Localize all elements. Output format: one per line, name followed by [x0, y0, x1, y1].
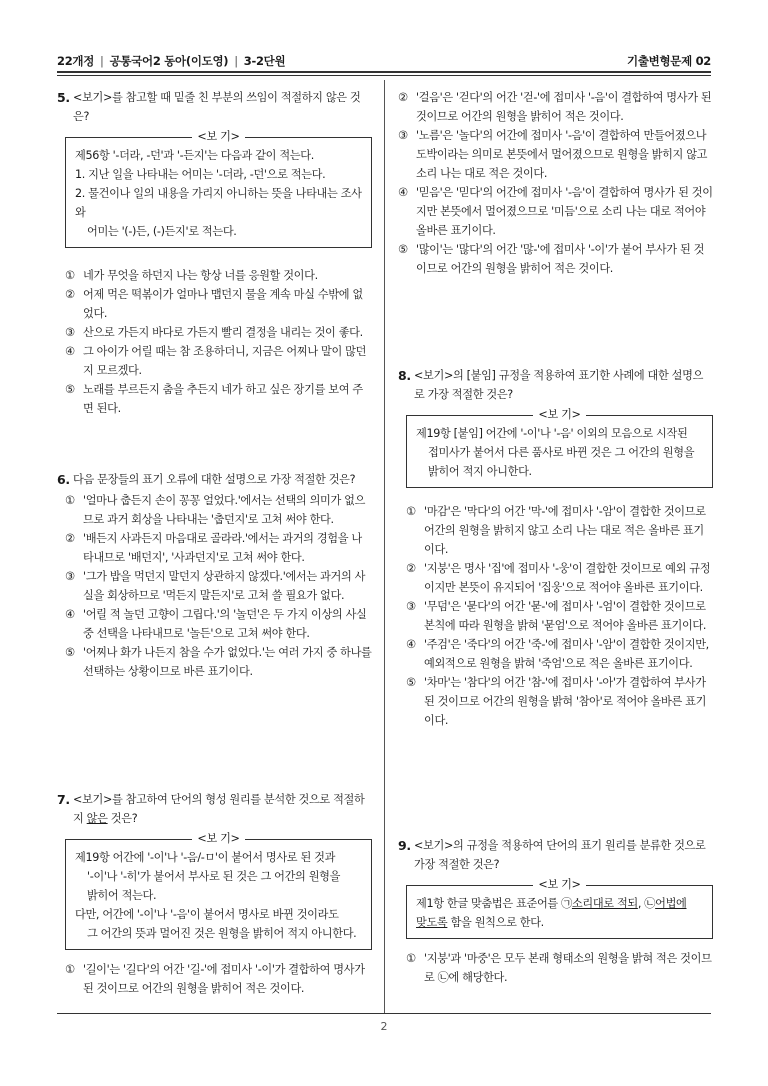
choice-item[interactable] — [65, 266, 372, 285]
choice-item[interactable] — [65, 529, 372, 567]
choice-number: ④ — [65, 608, 75, 621]
bogi-line: 어미는 '(-)든, (-)든지'로 적는다. — [87, 225, 237, 238]
choice-number: ① — [406, 505, 416, 518]
choice-text: '지붕'은 명사 '집'에 접미사 '-웅'이 결합한 것이므로 예외 규정이지만 본뜻이 유지되어 '집웅'으로 적어야 올바른 표기이다. — [424, 562, 711, 594]
choice-number: ② — [65, 288, 75, 301]
choice-item[interactable] — [65, 285, 372, 323]
bogi-line: 제56항 '-더라, -던'과 '-든지'는 다음과 같이 적는다. — [75, 149, 314, 162]
choice-number: ③ — [65, 570, 75, 583]
choice-item[interactable] — [65, 605, 372, 643]
question-text: 다음 문장들의 표기 오류에 대한 설명으로 가장 적절한 것은? — [73, 473, 356, 486]
choice-number: ⑤ — [65, 383, 75, 396]
question-stem — [57, 88, 372, 126]
bogi-title: <보 기> — [192, 130, 244, 143]
choice-list — [65, 266, 372, 418]
question-number: 8. — [398, 368, 411, 383]
choice-item[interactable] — [65, 960, 372, 998]
choice-number: ④ — [65, 345, 75, 358]
column-divider — [384, 80, 385, 1013]
choice-number: ② — [406, 562, 416, 575]
footer-rule — [57, 1013, 711, 1014]
choice-text: '길이'는 '길다'의 어간 '길-'에 접미사 '-이'가 결합하여 명사가 된 것이므로 어간의 원형을 밝히어 적은 것이다. — [83, 963, 365, 995]
choice-item[interactable] — [65, 491, 372, 529]
choice-number: ① — [65, 963, 75, 976]
choice-number: ③ — [406, 600, 416, 613]
choice-number: ⑤ — [398, 243, 408, 256]
bogi-box — [406, 878, 713, 939]
question-7 — [57, 790, 372, 998]
question-9 — [398, 836, 713, 987]
choice-text: 산으로 가든지 바다로 가든지 빨리 결정을 내리는 것이 좋다. — [83, 326, 363, 339]
choice-item[interactable] — [65, 380, 372, 418]
choice-item[interactable] — [406, 502, 713, 559]
header-unit: 3-2단원 — [243, 54, 286, 68]
bogi-line: '-이'나 '-히'가 붙어서 부사로 된 것은 그 어간의 원형을 — [87, 870, 341, 883]
choice-text: '얼마나 춥든지 손이 꽁꽁 얼었다.'에서는 선택의 의미가 없으므로 과거 회상을 나타내는 '춥던지'로 고쳐 써야 한다. — [83, 494, 366, 526]
choice-text: 노래를 부르든지 춤을 추든지 네가 하고 싶은 장기를 보여 주면 된다. — [83, 383, 363, 415]
question-5 — [57, 88, 372, 418]
header-curriculum: 22개정 — [57, 54, 95, 68]
header-rule-thin — [57, 75, 711, 76]
choice-text: '어릴 적 놀던 고향이 그립다.'의 '놀던'은 두 가지 이상의 사실 중 선택을 나타내므로 '놀든'으로 고쳐 써야 한다. — [83, 608, 367, 640]
choice-item[interactable] — [65, 643, 372, 681]
bogi-line: 그 어간의 뜻과 멀어진 것은 원형을 밝히어 적지 아니한다. — [87, 927, 357, 940]
bogi-title: <보 기> — [533, 408, 585, 421]
choice-list — [406, 949, 713, 987]
choice-text: '주검'은 '죽다'의 어간 '죽-'에 접미사 '-암'이 결합한 것이지만, 예외적으로 원형을 밝혀 '죽엄'으로 적은 올바른 표기이다. — [424, 638, 709, 670]
bogi-box — [406, 408, 713, 488]
bogi-line: 제19항 [붙임] 어간에 '-이'나 '-음' 이외의 모음으로 시작된 — [416, 427, 688, 440]
bogi-title: <보 기> — [533, 878, 585, 891]
header-rule — [57, 71, 711, 73]
choice-number: ② — [65, 532, 75, 545]
choice-number: ① — [65, 494, 75, 507]
choice-list — [65, 960, 372, 998]
choice-item[interactable] — [398, 183, 713, 240]
bogi-line: 다만, 어간에 '-이'나 '-음'이 붙어서 명사로 바뀐 것이라도 — [75, 908, 339, 921]
page-number: 2 — [380, 1020, 388, 1033]
choice-text: 어제 먹은 떡볶이가 얼마나 맵던지 물을 계속 마실 수밖에 없었다. — [83, 288, 363, 320]
choice-item[interactable] — [406, 673, 713, 730]
choice-text: '많이'는 '많다'의 어간 '많-'에 접미사 '-이'가 붙어 부사가 된 것이므로 어간의 원형을 밝히어 적은 것이다. — [416, 243, 705, 275]
choice-number: ② — [398, 91, 408, 104]
question-text: <보기>의 규정을 적용하여 단어의 표기 원리를 분류한 것으로 가장 적절한 것은? — [414, 839, 706, 871]
choice-text: '지붕'과 '마중'은 모두 본래 형태소의 원형을 밝혀 적은 것이므로 ㉡에 해당한다. — [424, 952, 712, 984]
question-stem — [398, 836, 713, 874]
choice-number: ⑤ — [65, 646, 75, 659]
bogi-line: 제19항 어간에 '-이'나 '-음/-ㅁ'이 붙어서 명사로 된 것과 — [75, 851, 336, 864]
question-8 — [398, 366, 713, 730]
choice-text: '믿음'은 '믿다'의 어간에 접미사 '-음'이 결합하여 명사가 된 것이지만 본뜻에서 멀어졌으므로 '미듬'으로 소리 나는 대로 적어야 올바른 표기이다. — [416, 186, 713, 237]
choice-list — [398, 88, 713, 278]
choice-text: '그가 밥을 먹던지 말던지 상관하지 않겠다.'에서는 과거의 사실을 회상하므로 '먹든지 말든지'로 고쳐 쓸 필요가 없다. — [83, 570, 366, 602]
bogi-line: 밝히어 적지 아니한다. — [428, 465, 532, 478]
choice-text: '노름'은 '놀다'의 어간에 접미사 '-음'이 결합하여 만들어졌으나 도박이라는 의미로 본뜻에서 멀어졌으므로 원형을 밝히지 않고 소리 나는 대로 적은 것이다. — [416, 129, 708, 180]
choice-number: ③ — [398, 129, 408, 142]
underlined-phrase-a: 소리대로 적되 — [571, 897, 638, 910]
bogi-line: 1. 지난 일을 나타내는 어미는 '-더라, -던'으로 적는다. — [75, 168, 326, 181]
page-header — [57, 50, 711, 70]
choice-number: ③ — [65, 326, 75, 339]
question-text: <보기>를 참고할 때 밑줄 친 부분의 쓰임이 적절하지 않은 것은? — [73, 91, 361, 123]
underlined-phrase-b-cont: 맞도록 — [416, 916, 448, 929]
underlined-phrase-b: 어법에 — [655, 897, 687, 910]
choice-text: '배든지 사과든지 마음대로 골라라.'에서는 과거의 경험을 나타내므로 '배던지', '사과던지'로 고쳐 써야 한다. — [83, 532, 362, 564]
bogi-line: 밝히어 적는다. — [87, 889, 157, 902]
header-course-info: 22개정 | 공통국어2 동아(이도영) | 3-2단원 — [57, 54, 286, 68]
question-6 — [57, 470, 372, 681]
question-stem — [57, 470, 372, 489]
choice-item[interactable] — [406, 559, 713, 597]
question-number: 5. — [57, 90, 70, 105]
choice-item[interactable] — [406, 949, 713, 987]
choice-number: ① — [65, 269, 75, 282]
question-stem — [398, 366, 713, 404]
choice-item[interactable] — [65, 567, 372, 605]
choice-text: '마감'은 '막다'의 어간 '막-'에 접미사 '-암'이 결합한 것이므로 어간의 원형을 밝히지 않고 소리 나는 대로 적은 올바른 표기이다. — [424, 505, 706, 556]
bogi-title: <보 기> — [192, 832, 244, 845]
choice-text: '차마'는 '참다'의 어간 '참-'에 접미사 '-아'가 결합하여 부사가 된 것이므로 어간의 원형을 밝혀 '참아'로 적어야 올바른 표기이다. — [424, 676, 707, 727]
question-number: 6. — [57, 472, 70, 487]
question-7-continued — [398, 88, 713, 278]
question-text: <보기>의 [붙임] 규정을 적용하여 표기한 사례에 대한 설명으로 가장 적절한 것은? — [414, 369, 704, 401]
choice-text: '무덤'은 '묻다'의 어간 '묻-'에 접미사 '-엄'이 결합한 것이므로 본칙에 따라 원형을 밝혀 '묻엄'으로 적어야 올바른 표기이다. — [424, 600, 707, 632]
bogi-box — [65, 832, 372, 950]
bogi-line: 접미사가 붙어서 다른 품사로 바뀐 것은 그 어간의 원형을 — [428, 446, 695, 459]
choice-item[interactable] — [398, 240, 713, 278]
bogi-box — [65, 130, 372, 248]
bogi-line: 맞도록 함을 원칙으로 한다. — [416, 916, 544, 929]
choice-number: ④ — [406, 638, 416, 651]
choice-number: ⑤ — [406, 676, 416, 689]
choice-list — [65, 491, 372, 681]
choice-text: 네가 무엇을 하던지 나는 항상 너를 응원할 것이다. — [83, 269, 318, 282]
choice-item[interactable] — [406, 597, 713, 635]
choice-item[interactable] — [398, 126, 713, 183]
choice-number: ④ — [398, 186, 408, 199]
header-subject: 공통국어2 동아(이도영) — [109, 54, 229, 68]
choice-item[interactable] — [398, 88, 713, 126]
choice-item[interactable] — [65, 323, 372, 342]
question-text: <보기>를 참고하여 단어의 형성 원리를 분석한 것으로 적절하지 않은 것은? — [73, 793, 365, 825]
choice-text: '어찌나 화가 나든지 참을 수가 없었다.'는 여러 가지 중 하나를 선택하는 상황이므로 바른 표기이다. — [83, 646, 372, 678]
choice-text: 그 아이가 어릴 때는 참 조용하더니, 지금은 어찌나 말이 많던지 모르겠다. — [83, 345, 367, 377]
choice-item[interactable] — [65, 342, 372, 380]
question-number: 7. — [57, 792, 70, 807]
question-number: 9. — [398, 838, 411, 853]
choice-text: '걸음'은 '걷다'의 어간 '걷-'에 접미사 '-음'이 결합하여 명사가 된 것이므로 어간의 원형을 밝히어 적은 것이다. — [416, 91, 712, 123]
underlined-word: 않은 — [86, 812, 108, 825]
header-title: 기출변형문제 02 — [627, 54, 711, 68]
bogi-line: 2. 물건이나 일의 내용을 가리지 아니하는 뜻을 나타내는 조사와 — [75, 187, 362, 219]
choice-list — [406, 502, 713, 730]
choice-number: ① — [406, 952, 416, 965]
question-stem — [57, 790, 372, 828]
choice-item[interactable] — [406, 635, 713, 673]
bogi-line: 제1항 한글 맞춤법은 표준어를 ㉠소리대로 적되, ㉡어법에 — [416, 897, 687, 910]
